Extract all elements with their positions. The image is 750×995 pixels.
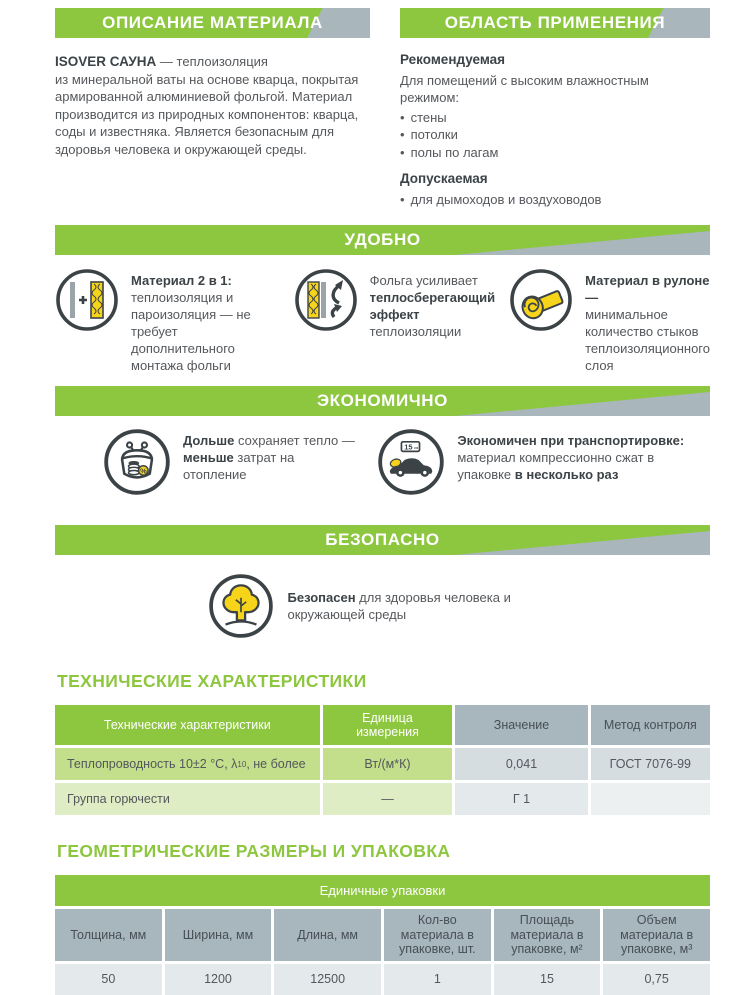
feature-roll [509, 268, 710, 374]
application-title: ОБЛАСТЬ ПРИМЕНЕНИЯ [444, 13, 666, 32]
tech-row-value: Г 1 [455, 783, 587, 815]
svg-text:15: 15 [404, 442, 413, 452]
pack-col-header: Кол-во материала в упаковке, шт. [384, 909, 491, 961]
description-lead: — теплоизоляция [156, 54, 268, 69]
pack-cell-area: 15 [494, 964, 601, 995]
tree-eco-icon [208, 573, 274, 639]
pack-table-grid [55, 909, 710, 995]
feature-foil-effect [294, 268, 496, 374]
recommended-label: Рекомендуемая [400, 52, 506, 67]
feature-bold: Дольше [183, 433, 235, 448]
feature-text [585, 268, 710, 374]
top-columns [55, 8, 710, 208]
svg-text:%: % [140, 466, 147, 476]
economic-banner [55, 386, 710, 416]
tech-col-header: Значение [455, 705, 587, 745]
description-banner [55, 8, 370, 38]
list-item-label: полы по лагам [410, 144, 499, 160]
pack-cell-thickness: 50 [55, 964, 162, 995]
feature-body: сохраняет тепло — [234, 433, 355, 448]
feature-text [131, 268, 280, 374]
safe-title: БЕЗОПАСНО [325, 530, 440, 549]
pack-col-header: Площадь материала в упаковке, м² [494, 909, 601, 961]
convenient-section [55, 225, 710, 374]
description-section [55, 8, 370, 208]
pack-cell-volume: 0,75 [603, 964, 710, 995]
tech-row-unit: — [323, 783, 453, 815]
feature-heat-savings [103, 428, 357, 513]
safe-banner [55, 525, 710, 555]
list-item-label: стены [410, 109, 447, 125]
tech-row-param [55, 783, 320, 815]
economic-title: ЭКОНОМИЧНО [316, 391, 449, 410]
description-title: ОПИСАНИЕ МАТЕРИАЛА [102, 13, 323, 32]
bullet-icon: • [400, 191, 405, 207]
list-item [400, 126, 710, 144]
tech-heading: ТЕХНИЧЕСКИЕ ХАРАКТЕРИСТИКИ [57, 671, 367, 691]
feature-bold: меньше [183, 450, 234, 465]
two-in-one-icon [55, 268, 119, 332]
description-body: из минеральной ваты на основе кварца, покрытая армированной алюминиевой фольгой. Материал производится из природных компонентов: кварца, соды и известняка. Является безопасным для здоровья человека и окружающей среды. [55, 71, 359, 157]
list-item [400, 191, 710, 209]
tech-row-method: ГОСТ 7076-99 [591, 748, 710, 780]
pack-group-header: Единичные упаковки [55, 875, 710, 906]
pack-col-header: Объем материала в упаковке, м³ [603, 909, 710, 961]
tech-col-header: Метод контроля [591, 705, 710, 745]
feature-bold: в несколько раз [514, 467, 619, 482]
feature-two-in-one [55, 268, 280, 374]
description-text [55, 53, 370, 158]
economic-features [55, 428, 710, 513]
feature-body: теплоизоляция и пароизоляция — не требует дополнительного монтажа фольги [131, 290, 251, 373]
pack-col-header: Ширина, мм [165, 909, 272, 961]
feature-body: минимальное количество стыков теплоизоляционного слоя [585, 307, 710, 373]
feature-text [288, 589, 558, 623]
pack-cell-count: 1 [384, 964, 491, 995]
economic-section [55, 386, 710, 513]
purse-savings-icon [103, 428, 171, 496]
param-text: , не более [246, 757, 306, 771]
pack-cell-length: 12500 [274, 964, 381, 995]
param-text: Группа горючести [67, 792, 170, 806]
feature-bold: Экономичен при транспортировке: [457, 433, 685, 448]
bullet-icon: • [400, 109, 405, 125]
tech-table [55, 705, 710, 815]
feature-bold: Безопасен [287, 590, 356, 605]
feature-body: для здоровья человека и окружающей среды [287, 590, 511, 622]
list-item-label: для дымоходов и воздуховодов [410, 191, 602, 207]
application-section [400, 8, 710, 208]
param-subscript: 10 [237, 759, 247, 769]
feature-body: затрат на отопление [183, 450, 295, 482]
allowed-label: Допускаемая [400, 171, 488, 186]
feature-body: теплоизоляции [369, 324, 462, 339]
feature-text [370, 268, 496, 340]
safe-section [55, 525, 710, 645]
feature-text [457, 428, 710, 483]
feature-transport [377, 428, 710, 513]
convenient-title: УДОБНО [344, 230, 421, 249]
car-transport-icon [377, 428, 445, 496]
tech-table-grid [55, 705, 710, 815]
pack-col-header: Длина, мм [274, 909, 381, 961]
bullet-icon: • [400, 127, 405, 142]
tech-row-param [55, 748, 320, 780]
tech-row-value: 0,041 [455, 748, 587, 780]
recommended-intro: Для помещений с высоким влажностным режимом: [400, 72, 649, 105]
application-banner [400, 8, 710, 38]
list-item-label: потолки [410, 127, 458, 142]
pack-heading: ГЕОМЕТРИЧЕСКИЕ РАЗМЕРЫ И УПАКОВКА [57, 841, 451, 861]
foil-reflect-icon [294, 268, 358, 332]
list-item [400, 109, 710, 127]
feature-body: Фольга усиливает [369, 273, 478, 288]
convenient-banner [55, 225, 710, 255]
pack-table [55, 875, 710, 995]
feature-bold: теплосберегающий эффект [369, 290, 496, 322]
bullet-icon: • [400, 144, 405, 160]
pack-col-header: Толщина, мм [55, 909, 162, 961]
pack-cell-width: 1200 [165, 964, 272, 995]
application-content [400, 51, 710, 208]
tech-col-header: Единица измерения [323, 705, 453, 745]
feature-eco-safe [55, 567, 710, 645]
brand-name: ISOVER САУНА [55, 54, 157, 69]
tech-col-header: Технические характеристики [55, 705, 320, 745]
param-text: Теплопроводность 10±2 °С, λ [67, 757, 238, 771]
list-item [400, 144, 710, 162]
feature-bold: Материал 2 в 1: [131, 273, 232, 288]
feature-text [183, 428, 357, 483]
feature-bold: Материал в рулоне — [585, 273, 710, 305]
tech-row-method [591, 783, 710, 815]
svg-text:км: км [414, 445, 419, 450]
roll-icon [509, 268, 573, 332]
feature-body: материал компрессионно сжат в упаковке [457, 450, 655, 482]
convenient-features [55, 268, 710, 374]
tech-row-unit: Вт/(м*К) [323, 748, 453, 780]
